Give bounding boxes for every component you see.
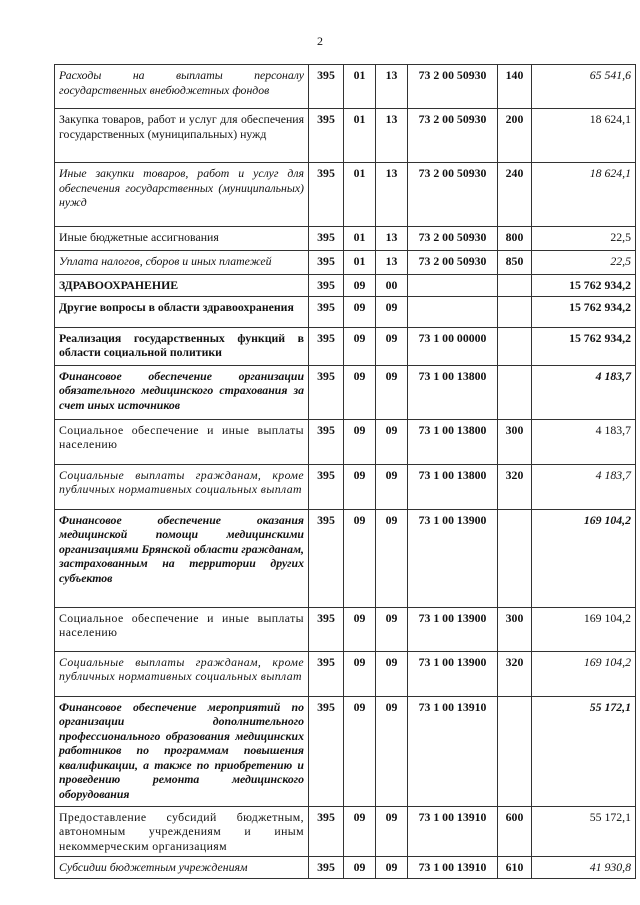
row-name: Расходы на выплаты персоналу государственных внебюджетных фондов: [55, 65, 309, 109]
table-row: [55, 607, 636, 651]
row-vr-code: 320: [498, 651, 532, 696]
row-pr-code: 09: [376, 696, 408, 806]
row-vr-code: [498, 275, 532, 297]
table-row: [55, 227, 636, 251]
row-csr-code: 73 2 00 50930: [408, 65, 498, 109]
row-name: Предоставление субсидий бюджетным, автономным учреждениям и иным некоммерческим организациям: [55, 806, 309, 857]
row-amount: 4 183,7: [532, 365, 636, 419]
row-rz-code: 09: [344, 696, 376, 806]
row-pr-code: 09: [376, 509, 408, 607]
row-gr-code: 395: [309, 509, 344, 607]
row-name: Финансовое обеспечение организации обязательного медицинского страхования за счет иных источников: [55, 365, 309, 419]
row-csr-code: 73 2 00 50930: [408, 109, 498, 163]
row-csr-code: [408, 296, 498, 327]
row-vr-code: 240: [498, 163, 532, 227]
row-gr-code: 395: [309, 327, 344, 365]
row-vr-code: 200: [498, 109, 532, 163]
row-vr-code: 600: [498, 806, 532, 857]
row-rz-code: 09: [344, 296, 376, 327]
row-amount: 65 541,6: [532, 65, 636, 109]
row-gr-code: 395: [309, 296, 344, 327]
row-name: Социальное обеспечение и иные выплаты населению: [55, 419, 309, 464]
page-number: 2: [317, 34, 323, 48]
row-pr-code: 09: [376, 419, 408, 464]
row-csr-code: 73 1 00 13900: [408, 607, 498, 651]
row-gr-code: 395: [309, 857, 344, 879]
row-gr-code: 395: [309, 651, 344, 696]
row-name: Уплата налогов, сборов и иных платежей: [55, 251, 309, 275]
table-row: [55, 857, 636, 879]
row-vr-code: [498, 365, 532, 419]
row-amount: 22,5: [532, 251, 636, 275]
row-gr-code: 395: [309, 275, 344, 297]
row-pr-code: 09: [376, 857, 408, 879]
row-gr-code: 395: [309, 696, 344, 806]
row-csr-code: 73 1 00 00000: [408, 327, 498, 365]
table-row: [55, 163, 636, 227]
table-row: [55, 806, 636, 857]
table-row: [55, 509, 636, 607]
row-rz-code: 09: [344, 806, 376, 857]
table-body: [55, 65, 636, 879]
row-pr-code: 13: [376, 163, 408, 227]
row-rz-code: 01: [344, 251, 376, 275]
row-amount: 55 172,1: [532, 696, 636, 806]
row-pr-code: 09: [376, 296, 408, 327]
row-gr-code: 395: [309, 607, 344, 651]
row-pr-code: 13: [376, 65, 408, 109]
row-pr-code: 09: [376, 464, 408, 509]
row-amount: 18 624,1: [532, 109, 636, 163]
row-csr-code: 73 1 00 13800: [408, 464, 498, 509]
row-amount: 15 762 934,2: [532, 327, 636, 365]
row-gr-code: 395: [309, 464, 344, 509]
row-name: Финансовое обеспечение мероприятий по организации дополнительного профессионального образования медицинских работников по программам повышения квалификации, а также по приобретению и проведению ремонта медицинского оборудования: [55, 696, 309, 806]
table-row: [55, 275, 636, 297]
row-csr-code: 73 1 00 13900: [408, 651, 498, 696]
row-csr-code: 73 1 00 13800: [408, 365, 498, 419]
table-row: [55, 65, 636, 109]
row-rz-code: 09: [344, 651, 376, 696]
row-name: Другие вопросы в области здравоохранения: [55, 296, 309, 327]
row-vr-code: [498, 327, 532, 365]
table-row: [55, 296, 636, 327]
row-rz-code: 09: [344, 327, 376, 365]
row-gr-code: 395: [309, 419, 344, 464]
row-pr-code: 13: [376, 227, 408, 251]
row-vr-code: 300: [498, 419, 532, 464]
row-name: Иные бюджетные ассигнования: [55, 227, 309, 251]
row-pr-code: 00: [376, 275, 408, 297]
row-amount: 15 762 934,2: [532, 275, 636, 297]
row-amount: 169 104,2: [532, 607, 636, 651]
row-gr-code: 395: [309, 65, 344, 109]
row-csr-code: 73 2 00 50930: [408, 227, 498, 251]
table-row: [55, 696, 636, 806]
row-gr-code: 395: [309, 806, 344, 857]
row-rz-code: 01: [344, 65, 376, 109]
row-vr-code: 140: [498, 65, 532, 109]
table-row: [55, 419, 636, 464]
row-rz-code: 09: [344, 607, 376, 651]
row-rz-code: 09: [344, 464, 376, 509]
row-csr-code: 73 1 00 13910: [408, 806, 498, 857]
table-row: [55, 464, 636, 509]
row-rz-code: 09: [344, 419, 376, 464]
row-rz-code: 09: [344, 509, 376, 607]
row-pr-code: 09: [376, 327, 408, 365]
row-name: Закупка товаров, работ и услуг для обеспечения государственных (муниципальных) нужд: [55, 109, 309, 163]
row-rz-code: 01: [344, 227, 376, 251]
row-gr-code: 395: [309, 365, 344, 419]
row-rz-code: 01: [344, 109, 376, 163]
row-amount: 22,5: [532, 227, 636, 251]
row-name: Социальное обеспечение и иные выплаты населению: [55, 607, 309, 651]
row-csr-code: [408, 275, 498, 297]
row-vr-code: [498, 509, 532, 607]
row-csr-code: 73 2 00 50930: [408, 163, 498, 227]
row-pr-code: 09: [376, 651, 408, 696]
row-vr-code: [498, 696, 532, 806]
row-csr-code: 73 1 00 13900: [408, 509, 498, 607]
row-name: Иные закупки товаров, работ и услуг для обеспечения государственных (муниципальных) нужд: [55, 163, 309, 227]
row-csr-code: 73 2 00 50930: [408, 251, 498, 275]
row-csr-code: 73 1 00 13910: [408, 696, 498, 806]
row-name: Социальные выплаты гражданам, кроме публичных нормативных социальных выплат: [55, 464, 309, 509]
row-vr-code: 320: [498, 464, 532, 509]
row-gr-code: 395: [309, 227, 344, 251]
row-rz-code: 09: [344, 365, 376, 419]
row-gr-code: 395: [309, 251, 344, 275]
row-rz-code: 09: [344, 857, 376, 879]
row-vr-code: 850: [498, 251, 532, 275]
row-pr-code: 13: [376, 251, 408, 275]
row-pr-code: 09: [376, 365, 408, 419]
row-amount: 18 624,1: [532, 163, 636, 227]
row-pr-code: 09: [376, 806, 408, 857]
row-csr-code: 73 1 00 13800: [408, 419, 498, 464]
row-gr-code: 395: [309, 163, 344, 227]
row-amount: 55 172,1: [532, 806, 636, 857]
row-rz-code: 09: [344, 275, 376, 297]
row-vr-code: 300: [498, 607, 532, 651]
row-pr-code: 13: [376, 109, 408, 163]
row-vr-code: 610: [498, 857, 532, 879]
row-name: Финансовое обеспечение оказания медицинской помощи медицинскими организациями Брянской области гражданам, застрахованным на территории других субъектов: [55, 509, 309, 607]
row-gr-code: 395: [309, 109, 344, 163]
row-vr-code: [498, 296, 532, 327]
row-name: Субсидии бюджетным учреждениям: [55, 857, 309, 879]
table-row: [55, 651, 636, 696]
table-row: [55, 109, 636, 163]
row-amount: 4 183,7: [532, 419, 636, 464]
row-amount: 169 104,2: [532, 651, 636, 696]
table-row: [55, 251, 636, 275]
row-amount: 15 762 934,2: [532, 296, 636, 327]
row-amount: 4 183,7: [532, 464, 636, 509]
row-pr-code: 09: [376, 607, 408, 651]
row-amount: 41 930,8: [532, 857, 636, 879]
row-name: Социальные выплаты гражданам, кроме публичных нормативных социальных выплат: [55, 651, 309, 696]
table-row: [55, 365, 636, 419]
row-name: ЗДРАВООХРАНЕНИЕ: [55, 275, 309, 297]
row-rz-code: 01: [344, 163, 376, 227]
budget-table: [54, 64, 636, 879]
row-vr-code: 800: [498, 227, 532, 251]
row-csr-code: 73 1 00 13910: [408, 857, 498, 879]
table-row: [55, 327, 636, 365]
row-name: Реализация государственных функций в области социальной политики: [55, 327, 309, 365]
row-amount: 169 104,2: [532, 509, 636, 607]
